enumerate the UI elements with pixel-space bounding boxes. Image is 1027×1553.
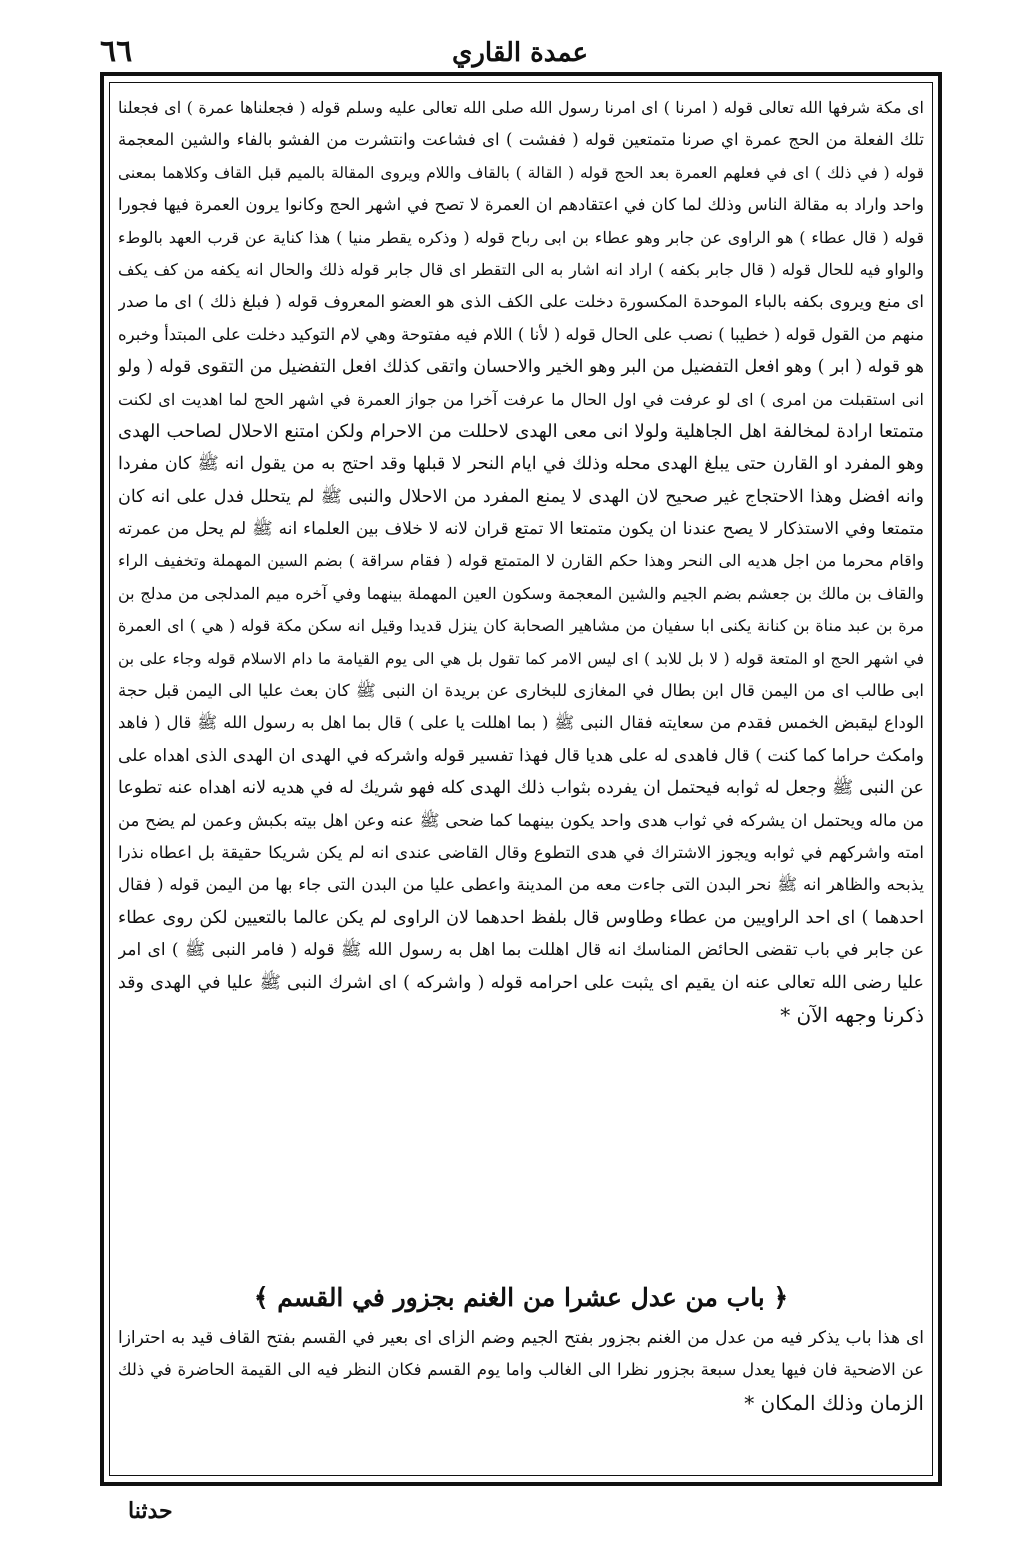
text-line: مرة بن عبد مناة بن كنانة يكنى ابا سفيان من مشاهير الصحابة كان ينزل قديدا وقيل انه سكن مكة قوله ( هي ) اى العمرة xyxy=(118,616,924,636)
text-line: عن النبى ﷺ وجعل له ثوابه فيحتمل ان يفرده بثواب ذلك الهدى كله فهو شريك له في هديه لانه اهداه عنه تطوعا xyxy=(118,778,924,799)
text-line: منهم من القول قوله ( خطيبا ) نصب على الحال قوله ( لأنا ) اللام فيه مفتوحة وهي لام التوكيد دخلت على المبتدأ وخبره xyxy=(118,324,924,344)
text-line: واقام محرما من اجل هديه الى النحر وهذا حكم القارن لا المتمتع قوله ( فقام سراقة ) بضم السين المهملة وتخفيف الراء xyxy=(118,551,924,571)
text-line: قوله ( قال عطاء ) هو الراوى عن جابر وهو عطاء بن ابى رباح قوله ( وذكره يقطر منيا ) هذا كناية عن قرب العهد بالوطء xyxy=(118,227,924,247)
chapter-text xyxy=(118,1322,924,1419)
text-line: يذبحه والظاهر انه ﷺ نحر البدن التى جاءت معه من المدينة واعطى عليا من البدن التى جاء بها من اليمن قوله ( فقال xyxy=(118,875,924,895)
page-header xyxy=(100,34,940,74)
text-line: انى استقبلت من امرى ) اى لو عرفت في اول الحال ما عرفت آخرا من جواز العمرة في اشهر الحج لما اهديت اى لكنت xyxy=(118,389,924,409)
text-line: اى منع ويروى بكفه بالباء الموحدة المكسورة دخلت على الكف الذى هو العضو المعروف قوله ( فبلغ ذلك ) اى ما صدر xyxy=(118,292,924,312)
text-line: ابى طالب اى من اليمن قال ابن بطال في المغازى للبخارى عن بريدة ان النبى ﷺ كان بعث عليا الى اليمن قبل حجة xyxy=(118,681,924,701)
text-line: اى مكة شرفها الله تعالى قوله ( امرنا ) اى امرنا رسول الله صلى الله تعالى عليه وسلم قوله ( فجعلناها عمرة ) اى فجعلنا xyxy=(118,98,924,117)
text-line: عن جابر في باب تقضى الحائض المناسك انه قال اهللت بما اهل به رسول الله ﷺ قوله ( فامر النبى ﷺ ) اى امر xyxy=(118,940,924,961)
text-line: ذكرنا وجهه الآن * xyxy=(780,1002,924,1027)
text-line: الوداع ليقبض الخمس فقدم من سعايته فقال النبى ﷺ ( بما اهللت يا على ) قال بما اهل به رسول الله ﷺ قال ( فاهد xyxy=(118,713,924,733)
catchword: حدثنا xyxy=(128,1498,173,1524)
commentary-text xyxy=(118,92,924,1031)
text-line: هو قوله ( ابر ) وهو افعل التفضيل من البر وهو الخير والاحسان واتقى كذلك افعل التفضيل من التقوى قوله ( ولو xyxy=(118,357,924,378)
text-line: الزمان وذلك المكان * xyxy=(744,1390,924,1415)
text-line: اى هذا باب يذكر فيه من عدل من الغنم بجزور بفتح الجيم وضم الزاى اى بعير في القسم بفتح القاف قيد به احترازا xyxy=(118,1328,924,1348)
text-line: من ماله ويحتمل ان يشركه في ثواب هدى واحد يكون بينهما كما ضحى ﷺ عنه وعن اهل بيته بكبش وعمن لم يضح من xyxy=(118,810,924,830)
text-line: متمتعا ارادة لمخالفة اهل الجاهلية ولولا انى معى الهدى لاحللت من الاحرام ولكن امتنع الاحلال لصاحب الهدى xyxy=(118,420,924,442)
text-line: وامكث حراما كما كنت ) قال فاهدى له على هديا قال فهذا تفسير قوله واشركه في الهدى ان الهدى الذى اهداه على xyxy=(118,745,924,766)
text-line: وهو المفرد او القارن حتى يبلغ الهدى محله وذلك في ايام النحر لا قبلها وقد احتج به من يقول انه ﷺ كان مفردا xyxy=(118,454,924,475)
text-line: متمتعا وفي الاستذكار لا يصح عندنا ان يكون متمتعا الا تمتع قران لانه لا خلاف بين العلماء انه ﷺ لم يحل من عمرته xyxy=(118,519,924,540)
text-line: في اشهر الحج او المتعة قوله ( لا بل للابد ) اى ليس الامر كما تقول بل هي الى يوم القيامة ما دام الاسلام قوله وجاء على بن xyxy=(118,649,924,668)
text-line: امته واشركهم في ثوابه ويجوز الاشتراك في هدى التطوع وقال القاضى عندى انه لم يكن شريكا حقيقة بل اعطاه نذرا xyxy=(118,842,924,862)
text-line: عليا رضى الله تعالى عنه ان يقيم اى يثبت على احرامه قوله ( واشركه ) اى اشرك النبى ﷺ عليا في الهدى وقد xyxy=(118,972,924,993)
text-line: وانه افضل وهذا الاحتجاج غير صحيح لان الهدى لا يمنع المفرد من الاحلال والنبى ﷺ لم يتحلل فدل على انه كان xyxy=(118,486,924,507)
book-title: عمدة القاري xyxy=(452,38,588,68)
text-line: والقاف بن مالك بن جعشم بضم الجيم والشين المعجمة وسكون العين المهملة بينهما وفي آخره ميم المدلجى من مدلج بن xyxy=(118,583,924,603)
page-number: ٦٦ xyxy=(100,34,133,69)
chapter-heading: ﴿ باب من عدل عشرا من الغنم بجزور في القسم ﴾ xyxy=(253,1283,789,1312)
text-line: قوله ( في ذلك ) اى في فعلهم العمرة بعد الحج قوله ( القالة ) بالقاف واللام ويروى المقالة بالميم قبل القاف وكلاهما بمعنى xyxy=(118,163,924,182)
text-line: احدهما ) اى احد الراويين من عطاء وطاوس قال بلفظ احدهما لان الراوى لم يكن عالما بالتعيين لكن روى عطاء xyxy=(118,907,924,928)
text-line: والواو فيه للحال قوله ( قال جابر بكفه ) اراد انه اشار به الى التقطر اى قال جابر قوله ذلك والحال انه يكفه من كف يكف xyxy=(118,259,924,279)
text-line: تلك الفعلة من الحج عمرة اي صرنا متمتعين قوله ( ففشت ) اى فشاعت وانتشرت من الفشو بالفاء والشين المعجمة xyxy=(118,130,924,150)
text-line: عن الاضحية فان فيها يعدل سبعة بجزور نظرا الى الغالب واما يوم القسم فكان النظر فيه الى القيمة الحاضرة في ذلك xyxy=(118,1360,924,1380)
text-line: واحد واراد به مقالة الناس وذلك لما كان في اعتقادهم ان العمرة لا تصح في اشهر الحج وكانوا يرون العمرة فيها فجورا xyxy=(118,195,924,215)
